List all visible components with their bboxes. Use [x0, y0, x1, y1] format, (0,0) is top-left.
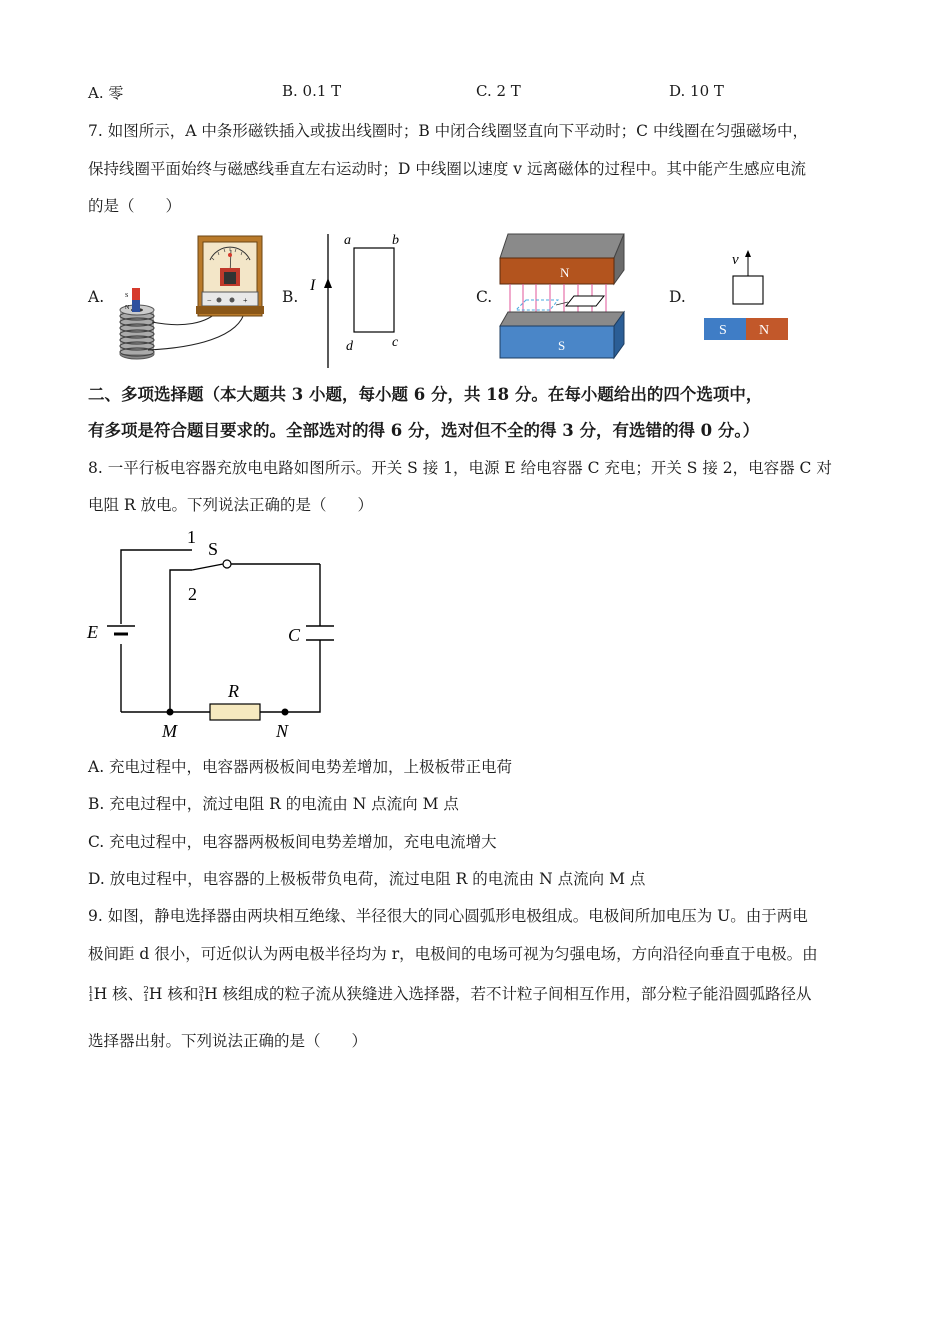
magnet-s-label: S	[125, 293, 129, 299]
q9-stem-line-2: 极间距 d 很小，可近似认为两电极半径均为 r，电极间的电场可视为匀强电场，方向沿径向垂直于电极。由	[88, 945, 818, 963]
q7-figure-a-galvanometer	[112, 230, 272, 360]
capacitor-label: C	[288, 625, 301, 645]
node-m-dot	[167, 709, 174, 716]
resistor-symbol	[210, 704, 260, 720]
current-label: I	[310, 277, 316, 294]
pole-s-label: S	[558, 338, 566, 353]
galvanometer	[196, 236, 264, 316]
iso2-charge: 1	[143, 994, 149, 1004]
magnet-s-text: S	[719, 323, 727, 338]
iso2-text: H 核和	[148, 985, 199, 1003]
coil-start-dashed	[516, 300, 558, 310]
q8-option-a: A. 充电过程中，电容器两极板间电势差增加，上极板带正电荷	[88, 758, 513, 776]
q8-circuit-diagram	[80, 522, 350, 747]
iso1-mass: 1	[88, 986, 94, 996]
q7-stem-line-1: 7. 如图所示，A 中条形磁铁插入或拔出线圈时；B 中闭合线圈竖直向下平动时；C 中线圈在匀强磁场中，	[88, 122, 808, 140]
q8-option-b: B. 充电过程中，流过电阻 R 的电流由 N 点流向 M 点	[88, 795, 459, 813]
pole-n-label: N	[560, 265, 570, 280]
q9-stem-line-3	[88, 982, 812, 1004]
q8-option-c: C. 充电过程中，电容器两极板间电势差增加，充电电流增大	[88, 833, 497, 851]
section-2-header-line-1: 二、多项选择题（本大题共 3 小题，每小题 6 分，共 18 分。在每小题给出的四个选项中，	[88, 385, 763, 404]
magnet-n-text: N	[759, 323, 770, 338]
bottom-magnet-s	[500, 312, 624, 358]
q8-stem-line-2: 电阻 R 放电。下列说法正确的是（ ）	[88, 496, 374, 514]
iso1-text: H 核、	[93, 985, 144, 1003]
q7-fig-a-label: A.	[88, 288, 105, 306]
section-2-header-line-2: 有多项是符合题目要求的。全部选对的得 6 分，选对但不全的得 3 分，有选错的得 0 分。）	[88, 421, 760, 440]
iso3-text: H 核组成的粒子流从狭缝进入选择器，若不计粒子间相互作用，部分粒子能沿圆弧路径从	[204, 985, 812, 1003]
rectangular-loop	[354, 248, 394, 332]
velocity-label: v	[732, 252, 739, 268]
q6-option-b: B. 0.1 T	[282, 82, 342, 100]
q7-fig-c-label: C.	[476, 288, 493, 306]
capacitor-symbol	[306, 626, 334, 640]
iso2-mass: 2	[143, 986, 149, 996]
switch-label: S	[208, 539, 219, 559]
corner-b: b	[392, 233, 399, 248]
switch-pos-1: 1	[187, 527, 196, 547]
corner-d: d	[346, 339, 353, 354]
q6-option-a: A. 零	[88, 84, 124, 102]
resistor-label: R	[228, 681, 239, 701]
iso1-charge: 1	[88, 994, 94, 1004]
switch-pivot	[223, 560, 231, 568]
iso3-charge: 1	[198, 994, 205, 1004]
node-n-label: N	[276, 721, 289, 741]
q7-figure-c-uniform-field	[496, 226, 636, 364]
bar-magnet	[125, 288, 140, 312]
corner-c: c	[392, 335, 399, 350]
terminal-minus: −	[207, 296, 212, 305]
q6-option-d: D. 10 T	[669, 82, 724, 100]
q6-option-c: C. 2 T	[476, 82, 521, 100]
node-n-dot	[282, 709, 289, 716]
q7-figure-d-moving-coil	[700, 246, 800, 346]
battery-symbol	[107, 626, 135, 634]
terminal-plus: +	[243, 296, 248, 305]
q7-stem-line-2: 保持线圈平面始终与磁感线垂直左右运动时；D 中线圈以速度 v 远离磁体的过程中。其中能产生感应电流	[88, 160, 806, 178]
q8-option-d: D. 放电过程中，电容器的上极板带负电荷，流过电阻 R 的电流由 N 点流向 M 点	[88, 870, 646, 888]
q7-stem-line-3: 的是（ ）	[88, 197, 182, 215]
q7-fig-d-label: D.	[669, 288, 686, 306]
q8-stem-line-1: 8. 一平行板电容器充放电电路如图所示。开关 S 接 1，电源 E 给电容器 C 充电；开关 S 接 2，电容器 C 对	[88, 459, 832, 477]
q9-stem-line-4: 选择器出射。下列说法正确的是（ ）	[88, 1032, 368, 1050]
q9-stem-line-1: 9. 如图，静电选择器由两块相互绝缘、半径很大的同心圆弧形电极组成。电极间所加电压为 U。由于两电	[88, 907, 808, 925]
corner-a: a	[344, 233, 351, 248]
square-coil	[733, 276, 763, 304]
q7-figure-b-current-loop	[300, 228, 420, 373]
velocity-arrow-icon	[745, 250, 751, 257]
switch-pos-2: 2	[188, 584, 197, 604]
source-label: E	[87, 622, 98, 642]
current-arrow-icon	[324, 278, 332, 288]
node-m-label: M	[162, 721, 177, 741]
coil-end	[566, 296, 604, 306]
top-magnet-n	[500, 234, 624, 284]
q7-fig-b-label: B.	[282, 288, 299, 306]
magnet-n-label: N	[125, 305, 130, 311]
iso3-mass: 3	[198, 986, 205, 996]
coil	[120, 305, 154, 359]
